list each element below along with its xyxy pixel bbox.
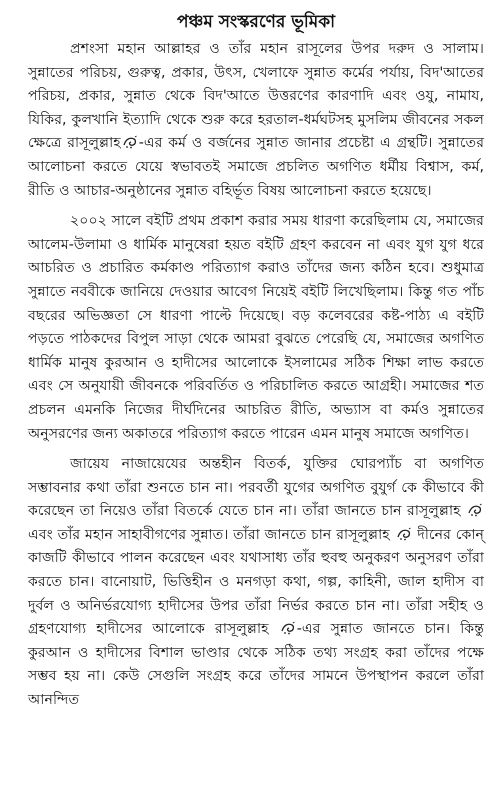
paragraph-3-text-a: জায়েয নাজায়েযের অন্তহীন বিতর্ক, যুক্তির ঘোরপ্যাঁচ বা অগণিত সম্ভাবনার কথা তাঁরা শুনতে চান না। পরবর্তী যুগের অগণিত বুযুর্গ কে কীভাবে কী করেছেন তা নিয়েও তাঁরা বিতর্কে যেতে চান না। তাঁরা জানতে চান রাসূলুল্লাহ	[28, 456, 484, 520]
paragraph-3	[28, 453, 484, 713]
paragraph-1-text-b: -এর কর্ম ও বর্জনের সুন্নাত জানার প্রচেষ্টা এ গ্রন্থটি। সুন্নাতের আলোচনা করতে যেয়ে স্বভাবতই সমাজে প্রচলিত অগণিত ধর্মীয় বিশ্বাস, কর্ম, রীতি ও আচার-অনুষ্ঠানের সুন্নাত বহির্ভূত বিষয় আলোচনা করতে হয়েছে।	[28, 135, 485, 199]
page-title: পঞ্চম সংস্করণের ভূমিকা	[176, 12, 336, 32]
paragraph-1	[28, 38, 484, 203]
salawat-ligature-icon	[122, 135, 138, 149]
paragraph-3-text-d: -এর সুন্নাত জানতে চান। কিন্তু কুরআন ও হাদীসের বিশাল ভাণ্ডার থেকে সঠিক তথ্য সংগ্রহ করা তাঁদের পক্ষে সম্ভব হয় না। কেউ সেগুলি সংগ্রহ করে তাঁদের সামনে উপস্থাপন করলে তাঁরা আনন্দিত	[28, 621, 484, 709]
paragraph-2	[28, 210, 484, 446]
paragraph-1-text-a: প্রশংসা মহান আল্লাহর ও তাঁর মহান রাসূলের উপর দরুদ ও সালাম। সুন্নাতের পরিচয়, গুরুত্ব, প্রকার, উৎস, খেলাফে সুন্নাত কর্মের পর্যায়, বিদ'আতের পরিচয়, প্রকার, সুন্নাত থেকে বিদ'আতে উত্তরণের কারণাদি এবং ওযু, নামায, যিকির, কুলখানি ইত্যাদি থেকে শুরু করে হরতাল-ধর্মঘটসহ মুসলিম জীবনের সকল ক্ষেত্রে রাসূলুল্লাহ	[28, 41, 484, 152]
paragraph-3-text-b: এবং তাঁর মহান সাহাবীগণের সুন্নাত। তাঁরা জানতে চান রাসূলুল্লাহ	[28, 526, 390, 543]
paragraph-2-text: ২০০২ সালে বইটি প্রথম প্রকাশ করার সময় ধারণা করেছিলাম যে, সমাজের আলেম-উলামা ও ধার্মিক মানুষেরা হয়ত বইটি গ্রহণ করবেন না এবং যুগ যুগ ধরে আচরিত ও প্রচারিত কর্মকাণ্ড পরিত্যাগ করাও তাঁদের জন্য কঠিন হবে। শুধুমাত্র সুন্নাতে নববীকে জানিয়ে দেওয়ার আবেগ নিয়েই বইটি লিখেছিলাম। কিন্তু গত পাঁচ বছরের অভিজ্ঞতা সে ধারণা পাল্টে দিয়েছে। বড় কলেবরের কষ্ট-পাঠ্য এ বইটি পড়তে পাঠকদের বিপুল সাড়া থেকে আমরা বুঝতে পেরেছি যে, সমাজের অগণিত ধার্মিক মানুষ কুরআন ও হাদীসের আলোকে ইসলামের সঠিক শিক্ষা লাভ করতে এবং সে অনুযায়ী জীবনকে পরিবর্তিত ও পরিচালিত করতে আগ্রহী। সমাজের শত প্রচলন এমনকি নিজের দীর্ঘদিনের আচরিত রীতি, অভ্যাস বা কর্মও সুন্নাতের অনুসরণের জন্য অকাতরে পরিত্যাগ করতে পারেন এমন মানুষ সমাজে অগণিত।	[28, 213, 484, 442]
salawat-ligature-icon	[280, 621, 296, 635]
salawat-ligature-icon	[467, 503, 483, 517]
salawat-ligature-icon	[396, 527, 412, 541]
paragraph-3-text-c: দীনের কোন্ কাজটি কীভাবে পালন করেছেন এবং যথাসাধ্য তাঁর হুবহু অনুকরণ অনুসরণ তাঁরা করতে চান। বানোয়াট, ভিত্তিহীন ও মনগড়া কথা, গল্প, কাহিনী, জাল হাদীস বা দুর্বল ও অনির্ভরযোগ্য হাদীসের উপর তাঁরা নির্ভর করতে চান না। তাঁরা সহীহ ও গ্রহণযোগ্য হাদীসের আলোকে রাসূলুল্লাহ	[28, 526, 485, 638]
